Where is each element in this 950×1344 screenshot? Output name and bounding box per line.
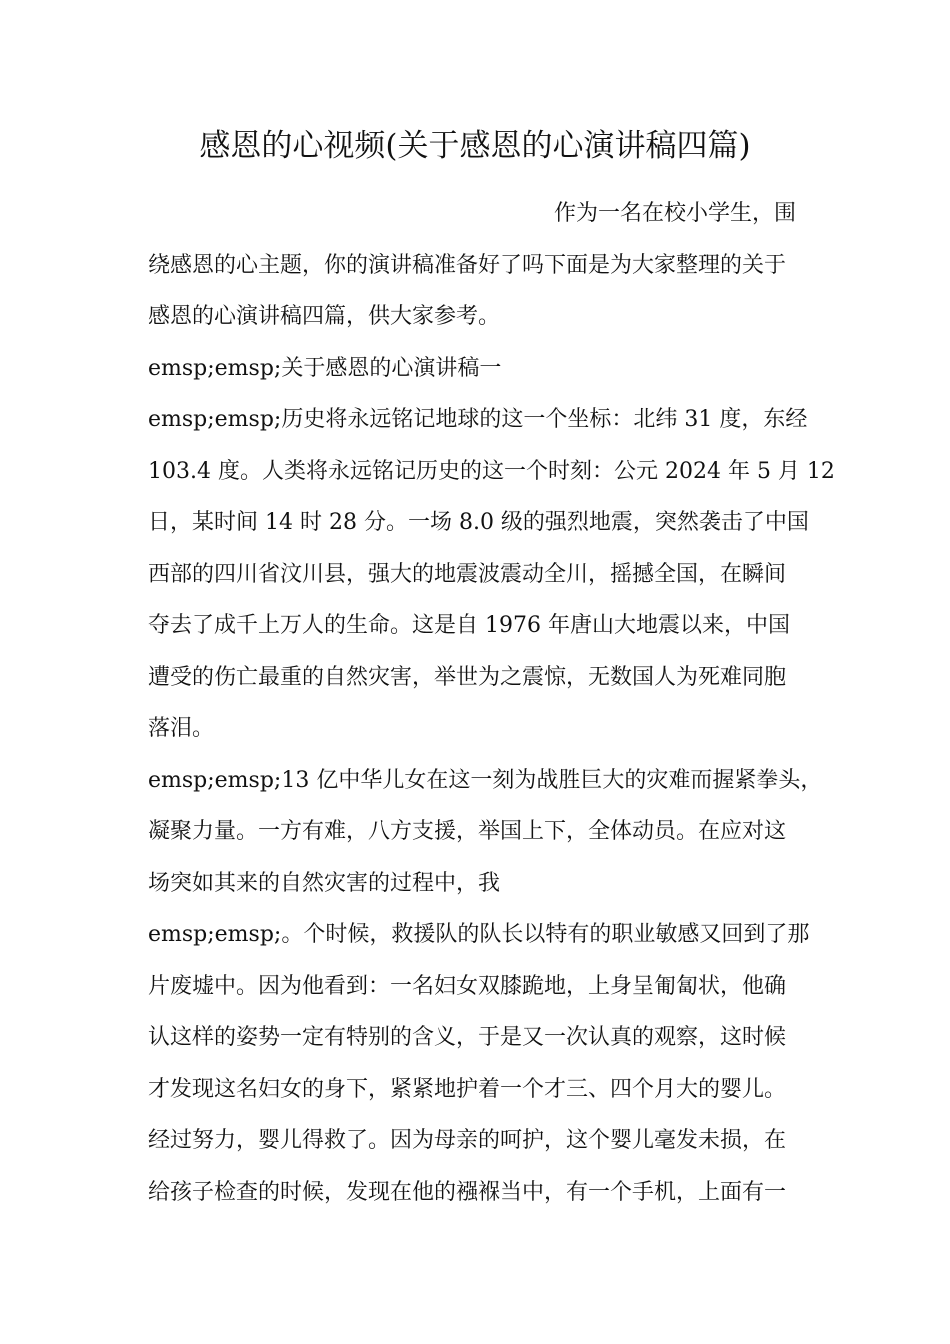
paragraph-line: 给孩子检查的时候，发现在他的襁褓当中，有一个手机，上面有一 [148,1180,787,1205]
paragraph-line: 经过努力，婴儿得救了。因为母亲的呵护，这个婴儿毫发未损，在 [148,1128,787,1153]
paragraph-line: emsp;emsp;关于感恩的心演讲稿一 [148,356,502,381]
paragraph-line: 西部的四川省汶川县，强大的地震波震动全川，摇撼全国，在瞬间 [148,562,787,587]
paragraph-line: 认这样的姿势一定有特别的含义，于是又一次认真的观察，这时候 [148,1025,787,1050]
paragraph-line: 片废墟中。因为他看到：一名妇女双膝跪地，上身呈匍匐状，他确 [148,974,787,999]
paragraph-line: 日，某时间 14 时 28 分。一场 8.0 级的强烈地震，突然袭击了中国 [148,510,809,535]
document-title: 感恩的心视频(关于感恩的心演讲稿四篇) [199,128,751,164]
paragraph-line: 落泪。 [148,716,215,741]
paragraph-line: 绕感恩的心主题，你的演讲稿准备好了吗下面是为大家整理的关于 [148,253,787,278]
paragraph-line: 作为一名在校小学生，围 [553,201,796,226]
paragraph-line: emsp;emsp;13 亿中华儿女在这一刻为战胜巨大的灾难而握紧拳头， [148,768,823,793]
paragraph-line: 夺去了成千上万人的生命。这是自 1976 年唐山大地震以来，中国 [148,613,790,638]
paragraph-line: 才发现这名妇女的身下，紧紧地护着一个才三、四个月大的婴儿。 [148,1077,787,1102]
paragraph-line: 场突如其来的自然灾害的过程中，我 [148,871,501,896]
paragraph-line: emsp;emsp;。个时候，救援队的队长以特有的职业敏感又回到了那 [148,922,810,947]
paragraph-line: 感恩的心演讲稿四篇，供大家参考。 [148,304,501,329]
paragraph-line: 103.4 度。人类将永远铭记历史的这一个时刻：公元 2024 年 5 月 12 [148,459,835,484]
paragraph-line: 凝聚力量。一方有难，八方支援，举国上下，全体动员。在应对这 [148,819,787,844]
paragraph-line: emsp;emsp;历史将永远铭记地球的这一个坐标：北纬 31 度，东经 [148,407,808,432]
paragraph-line: 遭受的伤亡最重的自然灾害，举世为之震惊，无数国人为死难同胞 [148,665,787,690]
